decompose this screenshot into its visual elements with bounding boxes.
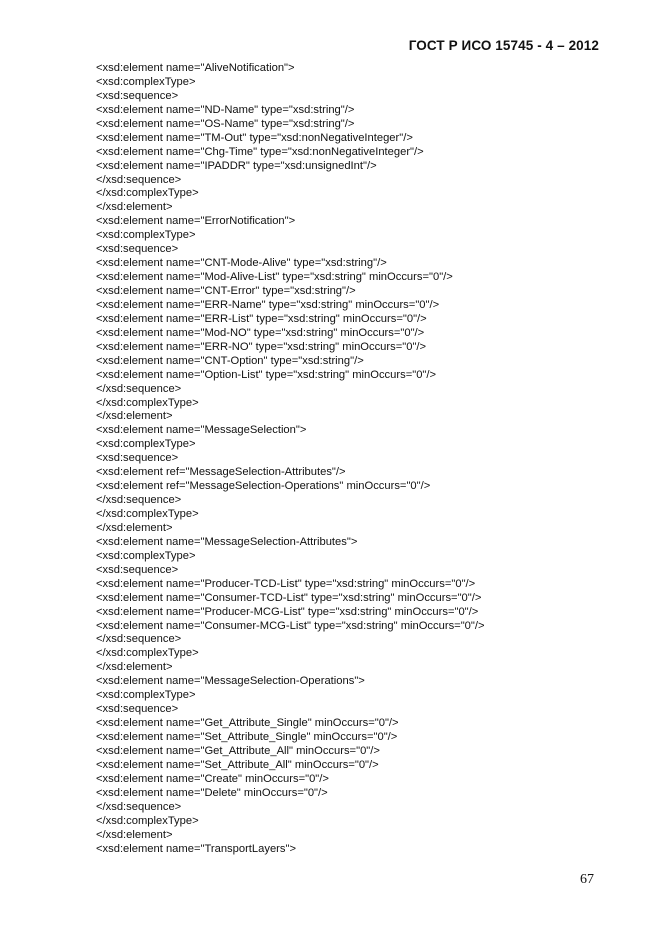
code-line: <xsd:complexType> xyxy=(96,229,196,242)
code-line: </xsd:complexType> xyxy=(96,647,199,660)
code-line: </xsd:element> xyxy=(96,410,173,423)
code-line: <xsd:element name="Delete" minOccurs="0"/> xyxy=(96,786,328,799)
code-line: <xsd:element name="MessageSelection-Operations"> xyxy=(96,675,365,688)
code-line: <xsd:element ref="MessageSelection-Operations" minOccurs="0"/> xyxy=(96,480,431,493)
code-line: <xsd:element name="Producer-MCG-List" type="xsd:string" minOccurs="0"/> xyxy=(96,605,479,618)
code-line: <xsd:element name="ND-Name" type="xsd:string"/> xyxy=(96,103,355,116)
code-line: <xsd:element name="TransportLayers"> xyxy=(96,842,296,855)
code-line: </xsd:complexType> xyxy=(96,396,199,409)
code-line: <xsd:element name="MessageSelection"> xyxy=(96,424,307,437)
code-line: <xsd:element name="Mod-Alive-List" type="xsd:string" minOccurs="0"/> xyxy=(96,271,453,284)
code-line: </xsd:element> xyxy=(96,828,173,841)
code-line: <xsd:element name="ERR-Name" type="xsd:string" minOccurs="0"/> xyxy=(96,298,440,311)
code-line: <xsd:element name="CNT-Error" type="xsd:string"/> xyxy=(96,285,356,297)
code-line: <xsd:sequence> xyxy=(96,89,179,102)
code-line: <xsd:element name="IPADDR" type="xsd:unsignedInt"/> xyxy=(96,159,377,172)
code-line: <xsd:sequence> xyxy=(96,703,179,716)
code-line: <xsd:element name="ERR-List" type="xsd:string" minOccurs="0"/> xyxy=(96,312,427,325)
code-line: </xsd:sequence> xyxy=(96,494,182,507)
code-line: <xsd:element name="CNT-Option" type="xsd:string"/> xyxy=(96,354,364,367)
code-line: </xsd:sequence> xyxy=(96,800,182,813)
code-line: <xsd:element name="Consumer-MCG-List" type="xsd:string" minOccurs="0"/> xyxy=(96,619,485,632)
standard-header: ГОСТ Р ИСО 15745 - 4 – 2012 xyxy=(408,38,599,53)
code-line: <xsd:sequence> xyxy=(96,563,179,576)
code-line: </xsd:complexType> xyxy=(96,814,199,827)
code-line: <xsd:element name="Set_Attribute_All" minOccurs="0"/> xyxy=(96,758,379,771)
code-line: <xsd:element name="Get_Attribute_Single" minOccurs="0"/> xyxy=(96,717,399,730)
code-line: </xsd:element> xyxy=(96,521,173,534)
code-line: <xsd:element name="AliveNotification"> xyxy=(96,62,295,74)
code-line: <xsd:element name="TM-Out" type="xsd:nonNegativeInteger"/> xyxy=(96,131,413,144)
code-line: </xsd:complexType> xyxy=(96,508,199,520)
code-line: </xsd:element> xyxy=(96,201,173,214)
code-line: </xsd:complexType> xyxy=(96,187,199,200)
code-line: <xsd:element name="Get_Attribute_All" minOccurs="0"/> xyxy=(96,744,380,757)
code-line: <xsd:complexType> xyxy=(96,689,196,702)
code-line: <xsd:element name="ErrorNotification"> xyxy=(96,215,296,228)
code-line: <xsd:element name="Option-List" type="xsd:string" minOccurs="0"/> xyxy=(96,368,437,381)
code-line: <xsd:element name="OS-Name" type="xsd:string"/> xyxy=(96,117,355,130)
code-line: <xsd:element name="Set_Attribute_Single" minOccurs="0"/> xyxy=(96,731,398,743)
code-line: </xsd:element> xyxy=(96,661,173,674)
page-number: 67 xyxy=(580,872,594,887)
code-line: <xsd:element name="Producer-TCD-List" type="xsd:string" minOccurs="0"/> xyxy=(96,577,476,590)
xsd-code-block xyxy=(96,62,485,856)
code-line: <xsd:element name="ERR-NO" type="xsd:string" minOccurs="0"/> xyxy=(96,340,427,353)
code-line: </xsd:sequence> xyxy=(96,633,182,646)
code-line: <xsd:sequence> xyxy=(96,452,179,465)
code-line: <xsd:element name="Create" minOccurs="0"/> xyxy=(96,772,329,785)
code-line: </xsd:sequence> xyxy=(96,382,182,395)
code-line: <xsd:element ref="MessageSelection-Attributes"/> xyxy=(96,466,346,479)
code-line: <xsd:element name="CNT-Mode-Alive" type="xsd:string"/> xyxy=(96,257,387,270)
code-line: <xsd:element name="MessageSelection-Attributes"> xyxy=(96,535,358,548)
code-line: <xsd:element name="Chg-Time" type="xsd:nonNegativeInteger"/> xyxy=(96,145,424,158)
code-line: <xsd:element name="Mod-NO" type="xsd:string" minOccurs="0"/> xyxy=(96,326,425,339)
code-line: <xsd:complexType> xyxy=(96,75,196,88)
code-line: <xsd:complexType> xyxy=(96,549,196,562)
code-line: </xsd:sequence> xyxy=(96,173,182,186)
code-line: <xsd:complexType> xyxy=(96,438,196,451)
code-line: <xsd:element name="Consumer-TCD-List" type="xsd:string" minOccurs="0"/> xyxy=(96,591,482,604)
code-line: <xsd:sequence> xyxy=(96,243,179,256)
